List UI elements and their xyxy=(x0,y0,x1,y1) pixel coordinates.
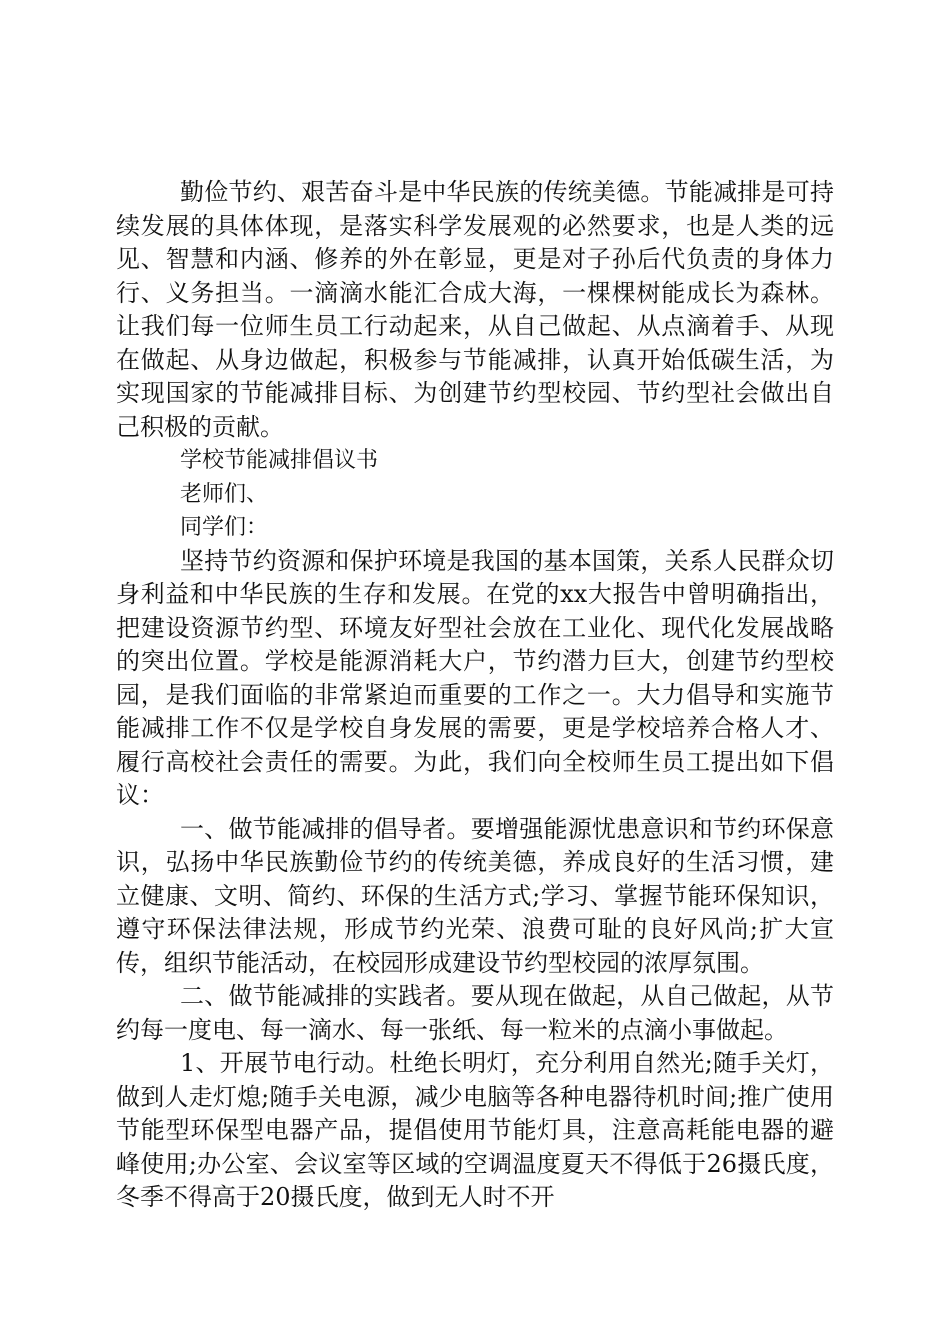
point-two-paragraph: 二、做节能减排的实践者。要从现在做起，从自己做起，从节约每一度电、每一滴水、每一张纸、每一粒米的点滴小事做起。 xyxy=(116,982,834,1044)
salutation-students: 同学们： xyxy=(180,515,269,540)
point-one-paragraph: 一、做节能减排的倡导者。要增强能源忧患意识和节约环保意识，弘扬中华民族勤俭节约的传统美德，养成良好的生活习惯，建立健康、文明、简约、环保的生活方式;学习、掌握节能环保知识，遵守环保法律法规，形成节约光荣、浪费可耻的良好风尚;扩大宣传，组织节能活动，在校园形成建设节约型校园的浓厚氛围。 xyxy=(116,814,834,977)
document-title: 学校节能减排倡议书 xyxy=(180,448,379,473)
intro-paragraph: 勤俭节约、艰苦奋斗是中华民族的传统美德。节能减排是可持续发展的具体体现，是落实科学发展观的必然要求，也是人类的远见、智慧和内涵、修养的外在彰显，更是对子孙后代负责的身体力行、义务担当。一滴滴水能汇合成大海，一棵棵树能成长为森林。让我们每一位师生员工行动起来，从自己做起、从点滴着手、从现在做起、从身边做起，积极参与节能减排，认真开始低碳生活，为实现国家的节能减排目标、为创建节约型校园、节约型社会做出自己积极的贡献。 xyxy=(116,178,834,441)
body-paragraph: 坚持节约资源和保护环境是我国的基本国策，关系人民群众切身利益和中华民族的生存和发展。在党的xx大报告中曾明确指出，把建设资源节约型、环境友好型社会放在工业化、现代化发展战略的突出位置。学校是能源消耗大户，节约潜力巨大，创建节约型校园，是我们面临的非常紧迫而重要的工作之一。大力倡导和实施节能减排工作不仅是学校自身发展的需要，更是学校培养合格人才、履行高校社会责任的需要。为此，我们向全校师生员工提出如下倡议： xyxy=(116,546,834,809)
salutation-teachers: 老师们、 xyxy=(180,481,269,507)
item-one-paragraph: 1、开展节电行动。杜绝长明灯，充分利用自然光;随手关灯，做到人走灯熄;随手关电源，减少电脑等各种电器待机时间;推广使用节能型环保型电器产品，提倡使用节能灯具，注意高耗能电器的避峰使用;办公室、会议室等区域的空调温度夏天不得低于26摄氏度，冬季不得高于20摄氏度，做到无人时不开 xyxy=(116,1049,834,1211)
document-page xyxy=(116,176,834,1215)
